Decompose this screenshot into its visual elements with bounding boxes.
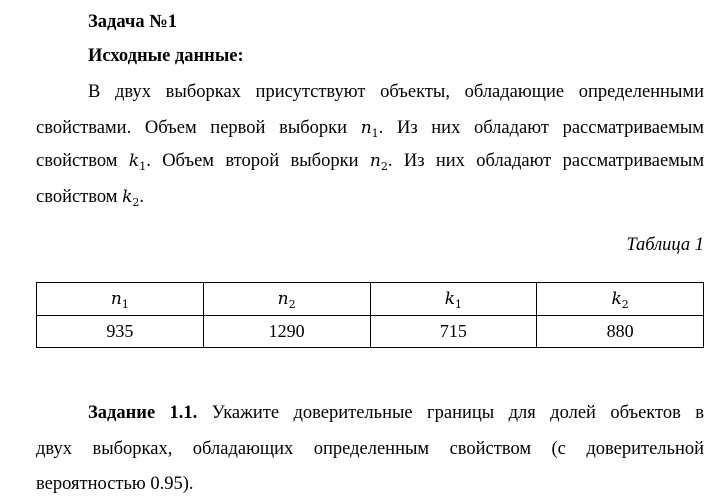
value-n2: 1290 (203, 316, 370, 348)
intro-text: свойством (36, 187, 118, 207)
header-k2: $k_2$ (537, 283, 704, 316)
intro-line-2 (36, 117, 704, 145)
value-k2: 880 (537, 316, 704, 348)
math-n1: $n_1$ (360, 118, 379, 140)
intro-line-4 (36, 186, 144, 214)
value-n1: 935 (37, 316, 204, 348)
data-table (36, 282, 704, 348)
intro-text: . Из них обладают рассматриваемым (387, 151, 705, 171)
header-n2: $n_2$ (203, 283, 370, 316)
assignment-text: двух выборках, обладающих определенным свойством (с доверительной (36, 439, 704, 459)
assignment-line-1 (88, 402, 704, 424)
intro-text: . (139, 187, 145, 207)
assignment-text: Укажите доверительные границы для долей объектов в (211, 403, 705, 423)
intro-text: . Объем второй выборки (146, 151, 359, 171)
table-row (37, 316, 704, 348)
assignment-label: Задание 1.1. (88, 403, 198, 423)
math-k1: $k_1$ (128, 151, 147, 173)
intro-text: В двух выборках присутствуют объекты, обладающие определенными (88, 82, 704, 102)
intro-text: свойством (36, 151, 118, 171)
intro-line-3 (36, 150, 704, 178)
header-k1: $k_1$ (370, 283, 537, 316)
math-k2: $k_2$ (122, 187, 140, 209)
assignment-line-2 (36, 438, 704, 460)
task-title: Задача №1 (88, 12, 178, 32)
intro-text: . Из них обладают рассматриваемым (378, 118, 704, 138)
input-data-heading: Исходные данные: (88, 46, 244, 66)
assignment-line-3 (36, 473, 194, 495)
table-header-row (37, 283, 704, 316)
table-caption: Таблица 1 (626, 235, 704, 255)
value-k1: 715 (370, 316, 537, 348)
intro-line-1 (88, 81, 704, 103)
assignment-text: вероятностью 0.95). (36, 474, 194, 494)
intro-text: свойствами. Объем первой выборки (36, 118, 348, 138)
math-n2: $n_2$ (369, 151, 388, 173)
header-n1: $n_1$ (37, 283, 204, 316)
